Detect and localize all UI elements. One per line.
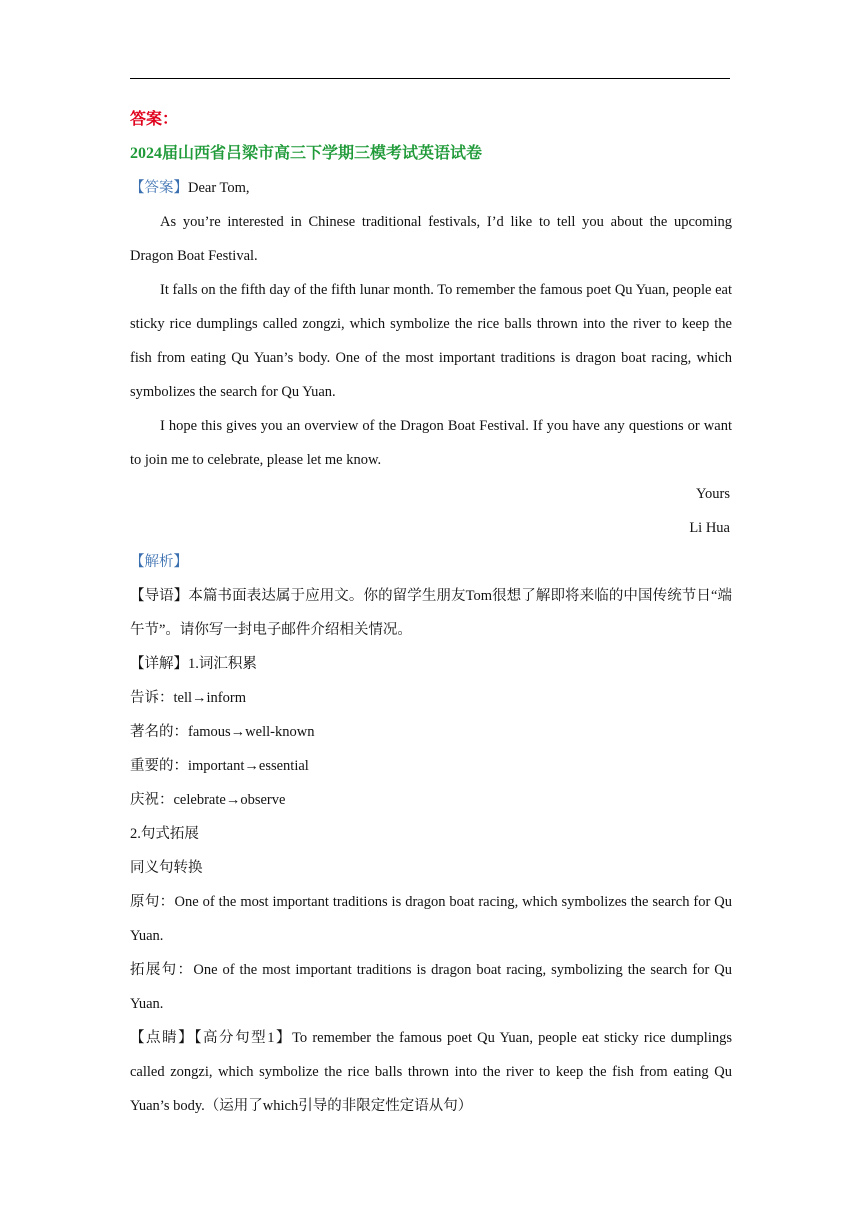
document-body bbox=[130, 103, 732, 1123]
vocab-item: 著名的：famous→well-known bbox=[130, 724, 315, 740]
sentence-heading: 2.句式拓展 bbox=[130, 826, 199, 842]
letter-paragraph-3: I hope this gives you an overview of the Dragon Boat Festival. If you have any questions or want to join me to celebrate, please let me know. bbox=[130, 418, 732, 468]
letter-paragraph-2: It falls on the fifth day of the fifth lunar month. To remember the famous poet Qu Yuan, people eat sticky rice dumplings called zongzi, which symbolize the rice balls thrown into the river to keep the fish from eating Qu Yuan’s body. One of the most important traditions is dragon boat racing, which symbolizes the search for Qu Yuan. bbox=[130, 282, 732, 400]
original-sentence: 原句：One of the most important traditions is dragon boat racing, which symbolizes the search for Qu Yuan. bbox=[130, 894, 732, 944]
analysis-tag: 【解析】 bbox=[130, 554, 188, 570]
letter-closing: Yours bbox=[696, 486, 730, 502]
vocab-item: 告诉：tell→inform bbox=[130, 690, 246, 706]
vocab-item: 庆祝：celebrate→observe bbox=[130, 792, 286, 808]
letter-greeting: Dear Tom, bbox=[188, 180, 250, 196]
vocab-item: 重要的：important→essential bbox=[130, 758, 309, 774]
exam-title: 2024届山西省吕梁市高三下学期三模考试英语试卷 bbox=[130, 145, 483, 162]
answer-heading: 答案： bbox=[130, 111, 179, 128]
synonym-heading: 同义句转换 bbox=[130, 860, 203, 876]
highlight-text: 【点睛】【高分句型1】To remember the famous poet Qu Yuan, people eat sticky rice dumplings called zongzi, which symbolize the rice balls thrown into the river to keep the fish from eating Qu Yuan’s body.（运用了which引导的非限定性定语从句） bbox=[130, 1030, 732, 1114]
detail-heading: 【详解】1.词汇积累 bbox=[130, 656, 257, 672]
letter-signature: Li Hua bbox=[689, 520, 730, 536]
expanded-sentence: 拓展句：One of the most important traditions is dragon boat racing, symbolizing the search for Qu Yuan. bbox=[130, 962, 732, 1012]
answer-tag: 【答案】 bbox=[130, 180, 188, 196]
answer-line bbox=[130, 171, 732, 205]
letter-paragraph-1: As you’re interested in Chinese traditional festivals, I’d like to tell you about the upcoming Dragon Boat Festival. bbox=[130, 214, 732, 264]
header-rule bbox=[130, 78, 730, 79]
guide-text: 【导语】本篇书面表达属于应用文。你的留学生朋友Tom很想了解即将来临的中国传统节日“端午节”。请你写一封电子邮件介绍相关情况。 bbox=[130, 588, 732, 638]
